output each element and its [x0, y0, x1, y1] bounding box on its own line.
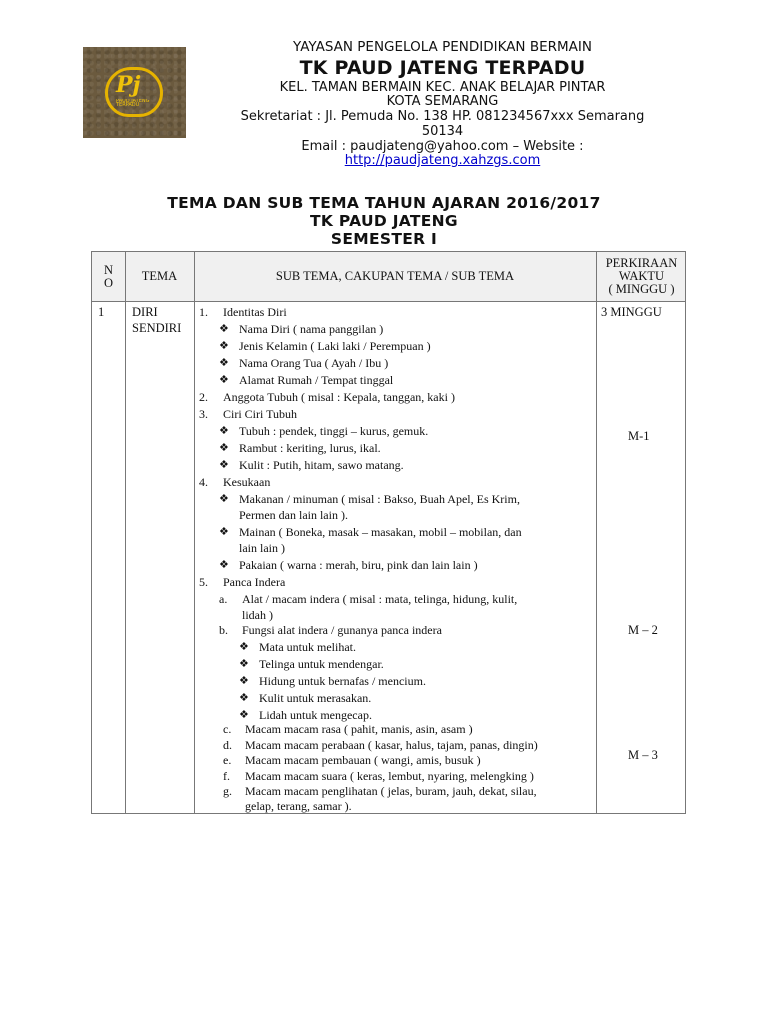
- bullet-icon: ❖: [219, 559, 229, 571]
- logo-small-text: PAUD JATENG TERPADU: [116, 99, 150, 107]
- address-city: KOTA SEMARANG: [386, 94, 499, 109]
- list-item-text: Macam macam penglihatan ( jelas, buram, jauh, dekat, silau,: [245, 784, 537, 798]
- list-item-text: Panca Indera: [223, 575, 286, 589]
- row-tema-line2: SENDIRI: [132, 321, 182, 335]
- list-item-text: Tubuh : pendek, tinggi – kurus, gemuk.: [239, 424, 429, 438]
- list-item-text: Mata untuk melihat.: [259, 640, 356, 654]
- list-item-text: Telinga untuk mendengar.: [259, 657, 384, 671]
- header-sub-tema: SUB TEMA, CAKUPAN TEMA / SUB TEMA: [275, 269, 515, 283]
- column-divider: [194, 252, 195, 813]
- list-item-text: Macam macam pembauan ( wangi, amis, busuk ): [245, 753, 481, 767]
- item-marker: 5.: [199, 575, 208, 589]
- list-item-text: Kulit : Putih, hitam, sawo matang.: [239, 458, 404, 472]
- secretariat-address: Sekretariat : Jl. Pemuda No. 138 HP. 081234567xxx Semarang: [240, 109, 645, 124]
- list-item-text: Anggota Tubuh ( misal : Kepala, tanggan, kaki ): [223, 390, 455, 404]
- bullet-icon: ❖: [239, 709, 249, 721]
- list-item-text: Mainan ( Boneka, masak – masakan, mobil – mobilan, dan: [239, 525, 522, 539]
- item-marker: 2.: [199, 390, 208, 404]
- list-item-text: Makanan / minuman ( misal : Bakso, Buah Apel, Es Krim,: [239, 492, 520, 506]
- header-waktu-line3: ( MINGGU ): [608, 282, 675, 296]
- list-item-text: Alat / macam indera ( misal : mata, telinga, hidung, kulit,: [242, 592, 518, 606]
- row-tema-line1: DIRI: [132, 305, 158, 319]
- email-line: Email : paudjateng@yahoo.com – Website :: [301, 139, 584, 154]
- column-divider: [596, 252, 597, 813]
- list-item-text: Fungsi alat indera / gunanya panca indera: [242, 623, 442, 637]
- bullet-icon: ❖: [219, 442, 229, 454]
- list-item-text: gelap, terang, samar ).: [245, 799, 352, 813]
- week-m3: M – 3: [628, 748, 658, 762]
- list-item-text: lain lain ): [239, 541, 285, 555]
- list-item-text: Kulit untuk merasakan.: [259, 691, 372, 705]
- list-item-text: lidah ): [242, 608, 273, 622]
- postal-code: 50134: [421, 124, 464, 139]
- item-marker: b.: [219, 623, 228, 637]
- item-marker: 4.: [199, 475, 208, 489]
- website-line: [200, 153, 685, 168]
- bullet-icon: ❖: [219, 357, 229, 369]
- item-marker: c.: [223, 722, 232, 736]
- bullet-icon: ❖: [219, 493, 229, 505]
- school-logo: [83, 47, 186, 138]
- list-item-text: Macam macam perabaan ( kasar, halus, tajam, panas, dingin): [245, 738, 538, 752]
- bullet-icon: ❖: [219, 425, 229, 437]
- bullet-icon: ❖: [219, 374, 229, 386]
- header-no-line1: N: [103, 263, 114, 277]
- website-link[interactable]: http://paudjateng.xahzgs.com: [344, 153, 541, 168]
- list-item-text: Permen dan lain lain ).: [239, 508, 348, 522]
- list-item-text: Hidung untuk bernafas / mencium.: [259, 674, 426, 688]
- list-item-text: Macam macam suara ( keras, lembut, nyaring, melengking ): [245, 769, 534, 783]
- list-item-text: Lidah untuk mengecap.: [259, 708, 372, 722]
- list-item-text: Nama Orang Tua ( Ayah / Ibu ): [239, 356, 389, 370]
- item-marker: g.: [223, 784, 232, 798]
- document-subtitle: TK PAUD JATENG: [310, 212, 458, 230]
- header-tema: TEMA: [141, 269, 178, 283]
- semester-title: SEMESTER I: [330, 230, 438, 248]
- bullet-icon: ❖: [239, 658, 249, 670]
- header-waktu-line2: WAKTU: [618, 269, 665, 283]
- row-tema: [132, 304, 181, 336]
- list-item-text: Kesukaan: [223, 475, 271, 489]
- list-item-text: Alamat Rumah / Tempat tinggal: [239, 373, 394, 387]
- week-m2: M – 2: [628, 623, 658, 637]
- bullet-icon: ❖: [219, 526, 229, 538]
- item-marker: e.: [223, 753, 232, 767]
- week-m1: M-1: [628, 429, 650, 443]
- address-kelurahan: KEL. TAMAN BERMAIN KEC. ANAK BELAJAR PINTAR: [279, 80, 606, 95]
- list-item-text: Identitas Diri: [223, 305, 287, 319]
- item-marker: f.: [223, 769, 230, 783]
- foundation-name: YAYASAN PENGELOLA PENDIDIKAN BERMAIN: [293, 39, 592, 55]
- item-marker: a.: [219, 592, 228, 606]
- school-name: TK PAUD JATENG TERPADU: [299, 57, 586, 79]
- list-item: [199, 305, 208, 319]
- document-title: TEMA DAN SUB TEMA TAHUN AJARAN 2016/2017: [167, 194, 601, 212]
- header-no: [92, 264, 125, 290]
- bullet-icon: ❖: [219, 340, 229, 352]
- header-no-line2: O: [103, 276, 114, 290]
- row-waktu: 3 MINGGU: [601, 305, 662, 319]
- column-divider: [125, 252, 126, 813]
- header-waktu: [596, 257, 687, 296]
- list-item-text: Rambut : keriting, lurus, ikal.: [239, 441, 381, 455]
- bullet-icon: ❖: [239, 641, 249, 653]
- list-item-text: Pakaian ( warna : merah, biru, pink dan lain lain ): [239, 558, 478, 572]
- theme-table: [91, 251, 686, 814]
- header-waktu-line1: PERKIRAAN: [605, 256, 678, 270]
- item-marker: 1.: [199, 305, 208, 319]
- bullet-icon: ❖: [239, 692, 249, 704]
- bullet-icon: ❖: [219, 323, 229, 335]
- list-item-text: Macam macam rasa ( pahit, manis, asin, asam ): [245, 722, 473, 736]
- header-divider: [92, 301, 685, 302]
- list-item-text: Ciri Ciri Tubuh: [223, 407, 298, 421]
- item-marker: d.: [223, 738, 232, 752]
- row-number: 1: [98, 305, 105, 319]
- list-item-text: Jenis Kelamin ( Laki laki / Perempuan ): [239, 339, 431, 353]
- logo-letters: Pj: [116, 72, 141, 98]
- list-item-text: Nama Diri ( nama panggilan ): [239, 322, 384, 336]
- bullet-icon: ❖: [239, 675, 249, 687]
- item-marker: 3.: [199, 407, 208, 421]
- logo-emblem: [105, 67, 163, 117]
- bullet-icon: ❖: [219, 459, 229, 471]
